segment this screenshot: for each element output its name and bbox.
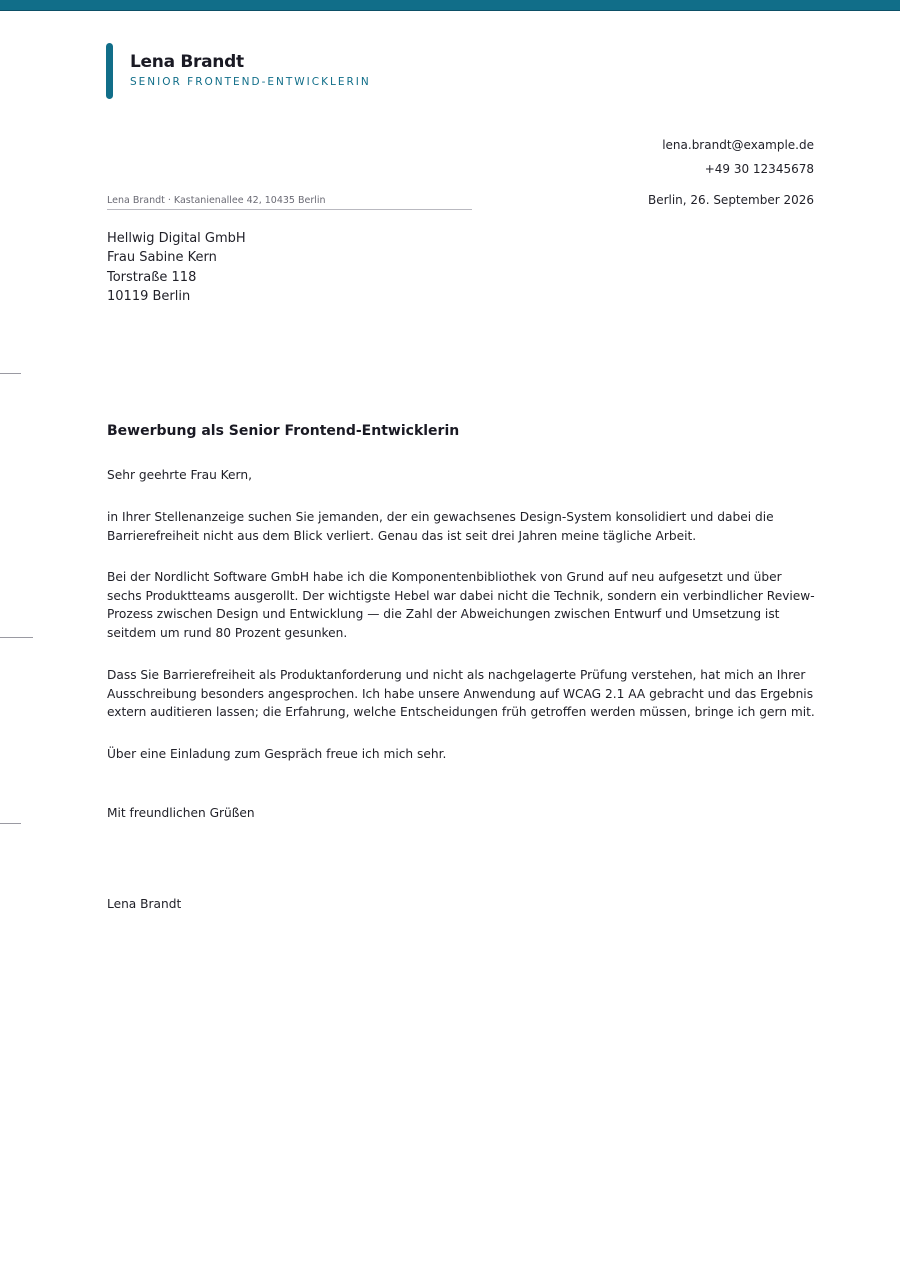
top-accent-bar [0,0,900,11]
sender-email[interactable]: lena.brandt@example.de [662,138,814,152]
body-paragraph-2: Bei der Nordlicht Software GmbH habe ich die Komponentenbibliothek von Grund auf neu aufgesetzt und über sechs Produktteams ausgerollt. Der wichtigste Hebel war dabei nicht die Technik, sondern ein verbindlicher Review-Prozess zwischen Design und Entwicklung — die Zahl der Abweichungen zwischen Entwurf und Umsetzung ist seitdem um rund 80 Prozent gesunken. [107,570,815,640]
hole-punch-mark [0,637,33,638]
body-paragraph-1: in Ihrer Stellenanzeige suchen Sie jemanden, der ein gewachsenes Design-System konsolidiert und dabei die Barrierefreiheit nicht aus dem Blick verliert. Genau das ist seit drei Jahren meine tägliche Arbeit. [107,510,774,543]
fold-mark-lower [0,823,21,824]
recipient-company: Hellwig Digital GmbH [107,231,246,246]
recipient-street: Torstraße 118 [107,269,197,285]
recipient-address [107,229,246,306]
recipient-city: 10119 Berlin [107,288,191,304]
salutation: Sehr geehrte Frau Kern, [107,468,252,482]
return-address: Lena Brandt · Kastanienallee 42, 10435 Berlin [107,195,472,210]
body-paragraph-4: Über eine Einladung zum Gespräch freue ich mich sehr. [107,747,447,761]
sender-role: SENIOR FRONTEND-ENTWICKLERIN [130,76,371,88]
signature-name: Lena Brandt [107,897,182,911]
letterhead-accent-bar [106,43,113,99]
letter-date: Berlin, 26. September 2026 [647,193,814,207]
closing-phrase: Mit freundlichen Grüßen [107,806,255,820]
body-paragraph-3: Dass Sie Barrierefreiheit als Produktanforderung und nicht als nachgelagerte Prüfung verstehen, hat mich an Ihrer Ausschreibung besonders angesprochen. Ich habe unsere Anwendung auf WCAG 2.1 AA gebracht und das Ergebnis extern auditieren lassen; die Erfahrung, welche Entscheidungen früh getroffen werden müssen, bringe ich gern mit. [107,668,815,720]
recipient-person: Frau Sabine Kern [107,250,217,266]
sender-name: Lena Brandt [130,52,244,72]
fold-mark-upper [0,373,21,374]
letter-subject: Bewerbung als Senior Frontend-Entwicklerin [107,423,460,439]
sender-phone[interactable]: +49 30 12345678 [704,162,814,176]
